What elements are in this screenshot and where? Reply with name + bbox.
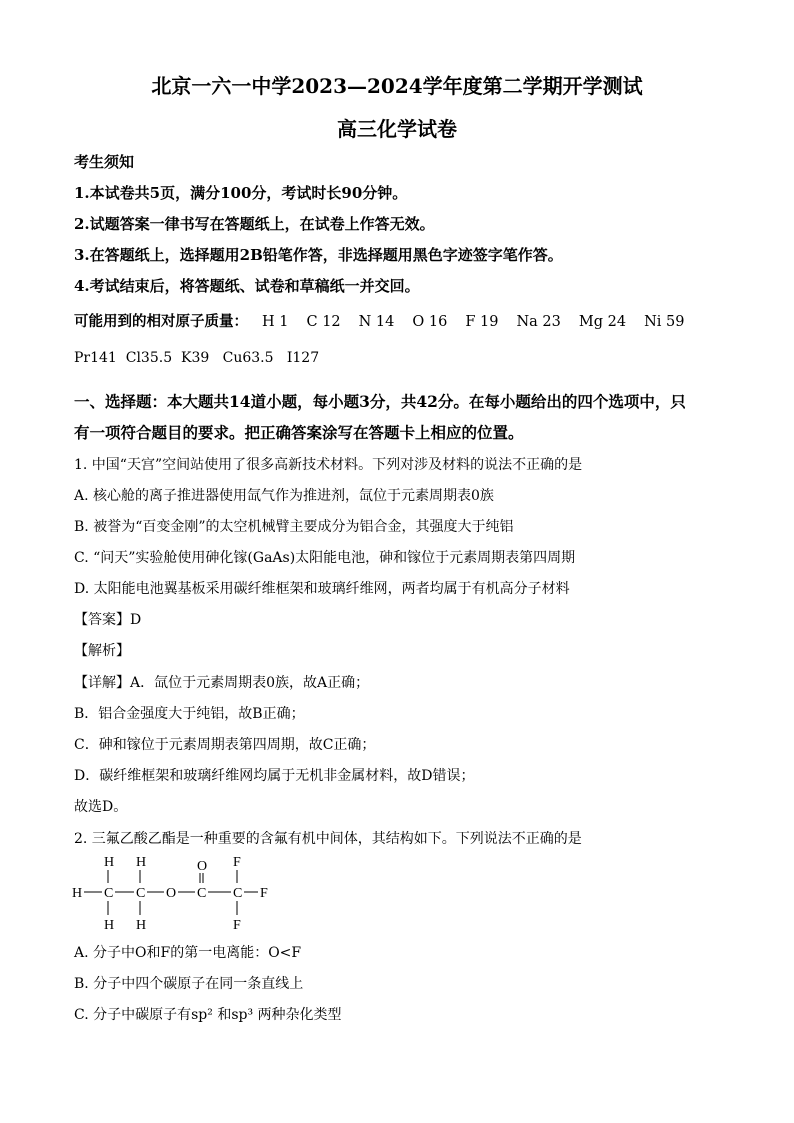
q1-detail-d: D．碳纤维框架和玻璃纤维网均属于无机非金属材料，故D错误； xyxy=(74,768,475,784)
atom-f: F xyxy=(233,855,241,870)
q2-option-a: A. 分子中O和F的第一电离能：O<F xyxy=(74,945,302,961)
atom-h: H xyxy=(136,855,147,870)
atomic-mass: H 1 xyxy=(262,314,289,330)
q1-detail-b: B．铝合金强度大于纯铝，故B正确； xyxy=(74,706,305,722)
section-1-line-1: 一、选择题：本大题共14道小题，每小题3分，共42分。在每小题给出的四个选项中，只 xyxy=(74,392,686,411)
q1-option-a: A. 核心舱的离子推进器使用氙气作为推进剂，氙位于元素周期表0族 xyxy=(74,488,494,504)
q1-detail-a: 【详解】A．氙位于元素周期表0族，故A正确； xyxy=(74,675,370,691)
atom-h: H xyxy=(72,886,83,901)
exam-title: 北京一六一中学2023—2024学年度第二学期开学测试 xyxy=(151,74,643,98)
atom-c: C xyxy=(233,886,243,901)
q1-answer: 【答案】D xyxy=(74,612,142,628)
atomic-mass: O 16 xyxy=(412,314,448,330)
notice-heading: 考生须知 xyxy=(74,153,135,171)
notice-item-1: 1.本试卷共5页，满分100分，考试时长90分钟。 xyxy=(74,184,408,202)
atom-h: H xyxy=(104,855,115,870)
exam-subtitle: 高三化学试卷 xyxy=(337,117,457,141)
q1-analysis-label: 【解析】 xyxy=(74,643,130,659)
structure-diagram xyxy=(72,854,282,934)
q1-option-c: C. “问天”实验舱使用砷化镓(GaAs)太阳能电池，砷和镓位于元素周期表第四周期 xyxy=(74,550,576,566)
atom-h: H xyxy=(136,918,147,933)
atom-o: O xyxy=(166,886,177,901)
q1-conclusion: 故选D。 xyxy=(74,799,128,815)
atom-o: O xyxy=(197,859,208,874)
notice-item-4: 4.考试结束后，将答题纸、试卷和草稿纸一并交回。 xyxy=(74,277,420,295)
atomic-mass-label: 可能用到的相对原子质量： xyxy=(74,313,248,330)
section-1-line-2: 有一项符合题目的要求。把正确答案涂写在答题卡上相应的位置。 xyxy=(74,423,524,442)
atomic-mass: Mg 24 xyxy=(578,314,627,330)
q2-option-c: C. 分子中碳原子有sp² 和sp³ 两种杂化类型 xyxy=(74,1007,342,1023)
atomic-mass: N 14 xyxy=(358,314,395,330)
atomic-mass: C 12 xyxy=(306,314,341,330)
q1-detail-c: C．砷和镓位于元素周期表第四周期，故C正确； xyxy=(74,737,376,753)
atomic-mass: Ni 59 xyxy=(644,314,685,330)
q1-stem: 1. 中国“天宫”空间站使用了很多高新技术材料。下列对涉及材料的说法不正确的是 xyxy=(74,457,583,473)
q2-stem: 2. 三氟乙酸乙酯是一种重要的含氟有机中间体，其结构如下。下列说法不正确的是 xyxy=(74,831,582,847)
atom-f: F xyxy=(260,886,268,901)
atom-c: C xyxy=(104,886,114,901)
notice-item-3: 3.在答题纸上，选择题用2B铅笔作答，非选择题用黑色字迹签字笔作答。 xyxy=(74,246,563,264)
ethyl-trifluoroacetate-structure xyxy=(72,854,282,934)
atomic-mass: Na 23 xyxy=(516,314,561,330)
q1-option-d: D. 太阳能电池翼基板采用碳纤维框架和玻璃纤维网，两者均属于有机高分子材料 xyxy=(74,581,570,597)
atomic-mass: F 19 xyxy=(465,314,499,330)
atomic-mass-row-1 xyxy=(74,310,702,331)
atom-h: H xyxy=(104,918,115,933)
atom-f: F xyxy=(233,918,241,933)
atom-c: C xyxy=(197,886,207,901)
notice-item-2: 2.试题答案一律书写在答题纸上，在试卷上作答无效。 xyxy=(74,215,435,233)
atomic-mass-row-2: Pr141 Cl35.5 K39 Cu63.5 I127 xyxy=(74,350,320,366)
atom-c: C xyxy=(136,886,146,901)
q1-option-b: B. 被誉为“百变金刚”的太空机械臂主要成分为铝合金，其强度大于纯铝 xyxy=(74,519,514,535)
q2-option-b: B. 分子中四个碳原子在同一条直线上 xyxy=(74,976,304,992)
